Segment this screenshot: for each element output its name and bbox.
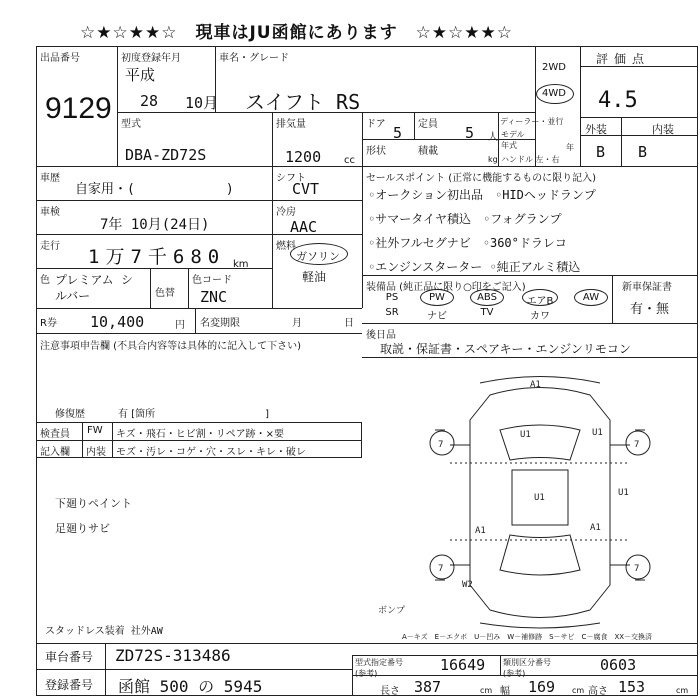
length-label: 長さ <box>380 686 400 697</box>
color-value: プレミアム シルバー <box>55 273 133 303</box>
repair-label: 修復歴 <box>55 409 85 420</box>
mark-w2-rear: W2 <box>462 580 473 590</box>
name-change-label: 名変期限 <box>200 318 240 329</box>
lot-label: 出品番号 <box>40 53 80 64</box>
registration-year: 28 <box>140 92 159 110</box>
equip-abs: ABS <box>477 292 497 303</box>
name-change-month: 月 <box>292 318 302 329</box>
damage-legend: A－キズ E－エクボ U－凹み W－補修跡 S－サビ C－腐食 XX－交換済 <box>402 633 653 641</box>
equip-aw: AW <box>582 292 600 303</box>
loading-label: 積載 <box>418 146 438 157</box>
repair-value: 有 [箇所 ] <box>118 409 269 420</box>
color-code-value: ZNC <box>200 288 228 306</box>
inspection-value: 7年 10月(24日) <box>100 217 210 233</box>
header-banner: ☆★☆★★☆ 現車はJU函館にあります ☆★☆★★☆ <box>80 23 514 43</box>
equip-pw: PW <box>429 292 445 303</box>
registration-era: 平成 <box>125 66 156 84</box>
equip-airbag: エアB <box>526 296 554 307</box>
car-damage-diagram <box>378 375 660 630</box>
selling-point-3: ◦社外フルセグナビ ◦360°ドラレコ <box>368 236 567 250</box>
fuel-gas: ガソリン <box>296 250 340 263</box>
length-value: 387 <box>414 678 442 696</box>
mark-u1-front-right: U1 <box>592 428 603 438</box>
equip-nav: ナビ <box>427 311 447 322</box>
ac-value: AAC <box>290 218 318 236</box>
selling-points-label: セールスポイント (正常に機能するものに限り記入) <box>366 173 597 184</box>
mileage-unit: km <box>233 259 249 270</box>
capacity-unit: 人 <box>488 132 498 143</box>
category-label: 類別区分番号 (参考) <box>503 658 551 678</box>
steering-label: ハンドル 左・右 <box>501 155 560 164</box>
mileage-value: 1万7千680 <box>88 246 226 268</box>
mark-a1-left: A1 <box>475 526 486 536</box>
mark-7-rr: 7 <box>634 564 640 574</box>
chassis-value: ZD72S-313486 <box>115 646 231 665</box>
shape-label: 形状 <box>366 146 386 157</box>
history-label: 車歴 <box>40 173 60 184</box>
chassis-label: 車台番号 <box>45 650 94 664</box>
height-unit: cm <box>676 686 689 695</box>
recycle-label: R券 <box>40 318 57 329</box>
mark-a1-front: A1 <box>530 380 541 390</box>
displacement-label: 排気量 <box>276 119 306 130</box>
displacement-unit: cc <box>344 155 355 166</box>
inspection-label: 車検 <box>40 207 60 218</box>
guarantee-label: 新車保証書 <box>622 282 672 293</box>
doors-label: ドア <box>366 119 386 130</box>
mark-7-fl: 7 <box>438 440 444 450</box>
car-name-value: スイフト RS <box>245 90 361 114</box>
mark-7-rl: 7 <box>438 564 444 574</box>
designation-label: 型式指定番号 (参考) <box>355 658 403 678</box>
mark-u1-right: U1 <box>618 488 629 498</box>
history-value: 自家用・( ) <box>75 182 234 197</box>
mark-u1-hood: U1 <box>520 430 531 440</box>
registration-label: 初度登録年月 <box>121 53 181 64</box>
plate-value: 函館 500 の 5945 <box>118 677 263 696</box>
model-year-unit: 年 <box>566 143 574 152</box>
width-unit: cm <box>572 686 585 695</box>
note-studless: スタッドレス装着 社外AW <box>45 626 163 637</box>
selling-point-1: ◦オークション初出品 ◦HIDヘッドランプ <box>368 188 596 202</box>
color-code-label: 色コード <box>192 275 232 286</box>
mark-7-fr: 7 <box>634 440 640 450</box>
rating-value: 4.5 <box>598 88 638 113</box>
model-label: 型式 <box>121 119 141 130</box>
inspector-label: 検査員 <box>40 429 70 440</box>
exterior-label: 外装 <box>585 123 607 136</box>
doors-value: 5 <box>393 124 403 142</box>
selling-point-2: ◦サマータイヤ積込 ◦フォグランプ <box>368 212 562 226</box>
color-change-label: 色替 <box>155 288 175 299</box>
plate-label: 登録番号 <box>45 678 94 692</box>
interior-label: 内装 <box>652 123 674 136</box>
designation-value: 16649 <box>440 656 486 674</box>
capacity-label: 定員 <box>418 119 438 130</box>
inspector-fw: FW <box>87 425 103 436</box>
equip-tv: TV <box>480 307 494 318</box>
model-value: DBA-ZD72S <box>125 146 207 164</box>
car-name-label: 車名・グレード <box>219 53 289 64</box>
category-value: 0603 <box>600 656 637 674</box>
recycle-value: 10,400 <box>90 313 145 331</box>
inspector-items-2: モズ・汚レ・コゲ・穴・スレ・キレ・破レ <box>116 447 306 458</box>
rating-label: 評価点 <box>596 52 651 66</box>
width-label: 幅 <box>500 686 510 697</box>
exterior-value: B <box>596 143 606 161</box>
guarantee-value: 有・無 <box>630 302 670 317</box>
ac-label: 冷房 <box>276 207 296 218</box>
displacement-value: 1200 <box>285 148 322 166</box>
equip-ps: PS <box>385 292 399 303</box>
inspector-entry-label: 記入欄 <box>40 447 70 458</box>
inspector-interior: 内装 <box>86 447 106 458</box>
inspector-items-1: キズ・飛石・ヒビ割・リペア跡・×要 <box>116 429 284 440</box>
length-unit: cm <box>480 686 493 695</box>
color-label: 色 <box>40 275 50 286</box>
capacity-value: 5 <box>465 124 475 142</box>
fuel-diesel: 軽油 <box>302 270 327 284</box>
width-value: 169 <box>528 678 556 696</box>
mark-a1-right: A1 <box>590 523 601 533</box>
shift-value: CVT <box>292 180 320 198</box>
mark-bumper-rear: ボンプ <box>378 606 406 616</box>
accessories-value: 取説・保証書・スペアキー・エンジンリモコン <box>380 342 631 356</box>
equipment-label: 装備品 (純正品に限り○印をご記入) <box>366 282 526 293</box>
lot-number: 9129 <box>45 92 112 125</box>
loading-unit: kg <box>488 155 498 164</box>
accessories-label: 後日品 <box>366 330 396 341</box>
fuel-label: 燃料 <box>276 241 296 252</box>
height-value: 153 <box>618 678 646 696</box>
equip-leather: カワ <box>530 311 550 322</box>
note-suspension-rust: 足廻りサビ <box>55 522 110 535</box>
dealer-label: ディーラー・並行 <box>500 117 564 126</box>
mileage-label: 走行 <box>40 241 60 252</box>
height-label: 高さ <box>588 686 608 697</box>
drive-2wd: 2WD <box>542 62 566 73</box>
selling-point-4: ◦エンジンスターター ◦純正アルミ積込 <box>368 260 581 274</box>
model-year-label: モデル年式 <box>501 130 525 150</box>
notes-label: 注意事項申告欄 (不具合内容等は具体的に記入して下さい) <box>40 341 301 352</box>
registration-month: 10月 <box>185 94 219 112</box>
recycle-unit: 円 <box>175 320 185 331</box>
name-change-day: 日 <box>344 318 354 329</box>
shift-label: シフト <box>276 173 306 184</box>
interior-value: B <box>638 143 648 161</box>
mark-u1-roof: U1 <box>534 493 545 503</box>
drive-4wd: 4WD <box>542 88 566 99</box>
equip-sr: SR <box>385 307 399 318</box>
note-underbody-paint: 下廻りペイント <box>55 497 132 510</box>
